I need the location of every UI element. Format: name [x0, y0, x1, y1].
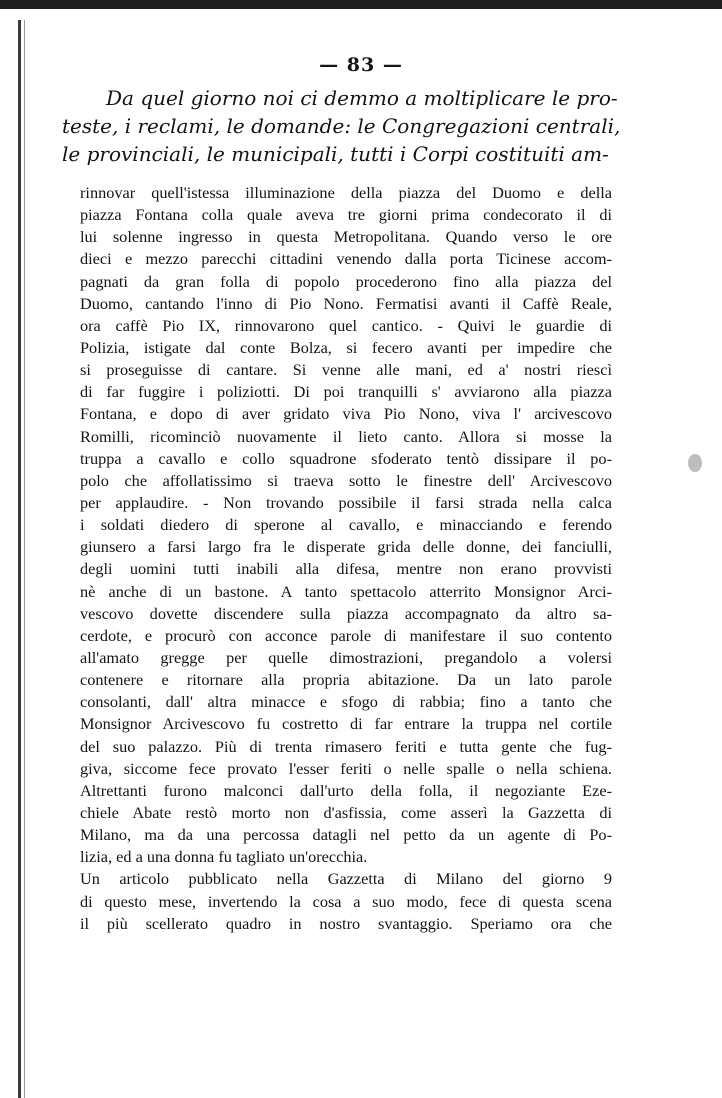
- text-line: il più scellerato quadro in nostro svantaggio. Speriamo ora che: [80, 913, 612, 933]
- italic-line: le provinciali, le municipali, tutti i Corpi costituiti am-: [62, 142, 609, 166]
- italic-line: teste, i reclami, le domande: le Congregazioni centrali,: [62, 114, 621, 138]
- text-line: i soldati diedero di sperone al cavallo, e minacciando e ferendo: [80, 515, 612, 535]
- ink-blot: [688, 454, 702, 472]
- text-line: Polizia, istigate dal conte Bolza, si fecero avanti per impedire che: [80, 337, 612, 357]
- text-line: lizia, ed a una donna fu tagliato un'orecchia.: [80, 847, 368, 867]
- text-line: del suo palazzo. Più di trenta rimasero feriti e tutta gente che fug-: [80, 736, 612, 756]
- text-line: di far fuggire i poliziotti. Di poi tranquilli s' avviarono alla piazza: [80, 382, 612, 402]
- body-text: [80, 182, 612, 935]
- italic-intro-paragraph: [62, 84, 621, 168]
- text-line: Romilli, ricominciò nuovamente il lieto canto. Allora si mosse la: [80, 426, 612, 446]
- text-line: pagnati da gran folla di popolo procederono fino alla piazza del: [80, 271, 612, 291]
- text-line: Duomo, cantando l'inno di Pio Nono. Fermatisi avanti il Caffè Reale,: [80, 293, 612, 313]
- text-line: all'amato gregge per quelle dimostrazioni, pregandolo a volersi: [80, 647, 612, 667]
- text-line: si proseguisse di cantare. Si venne alle mani, ed a' nostri riescì: [80, 360, 612, 380]
- text-line: giva, siccome fece provato l'esser feriti o nelle spalle o nella schiena.: [80, 758, 612, 778]
- text-line: ora caffè Pio IX, rinnovarono quel cantico. - Quivi le guardie di: [80, 315, 612, 335]
- text-line: polo che affollatissimo si traeva sotto le finestre dell' Arcivescovo: [80, 470, 612, 490]
- text-line: di questo mese, invertendo la cosa a suo modo, fece di questa scena: [80, 891, 612, 911]
- text-line: rinnovar quell'istessa illuminazione della piazza del Duomo e della: [80, 183, 612, 202]
- text-line: Milano, ma da una percossa datagli nel petto da un agente di Po-: [80, 825, 612, 845]
- text-line: lui solenne ingresso in questa Metropolitana. Quando verso le ore: [80, 227, 612, 247]
- text-line: contenere e ritornare alla propria abitazione. Da un lato parole: [80, 670, 612, 690]
- text-line: truppa a cavallo e collo squadrone sfoderato tentò dissipare il po-: [80, 448, 612, 468]
- text-line: dieci e mezzo parecchi cittadini venendo dalla porta Ticinese accom-: [80, 249, 612, 269]
- text-line: Monsignor Arcivescovo fu costretto di far entrare la truppa nel cortile: [80, 714, 612, 734]
- page-number: — 83 —: [319, 54, 403, 76]
- text-line: Fontana, e dopo di aver gridato viva Pio Nono, viva l' arcivescovo: [80, 404, 612, 424]
- text-line: Altrettanti furono malconci dall'urto della folla, il negoziante Eze-: [80, 780, 612, 800]
- text-line: per applaudire. - Non trovando possibile il farsi strada nella calca: [80, 492, 612, 512]
- binding-edge-shadow: [24, 20, 25, 1098]
- text-line: giunsero a farsi largo fra le disperate grida delle donne, dei fanciulli,: [80, 537, 612, 557]
- italic-line: Da quel giorno noi ci demmo a moltiplicare le pro-: [106, 86, 618, 110]
- text-line: consolanti, dall' altra minacce e sfogo di rabbia; fino a tanto che: [80, 692, 612, 712]
- text-line: nè anche di un bastone. A tanto spettacolo atterrito Monsignor Arci-: [80, 581, 612, 601]
- text-line: Un articolo pubblicato nella Gazzetta di Milano del giorno 9: [80, 869, 612, 889]
- text-line: chiele Abate restò morto non d'asfissia, come asserì la Gazzetta di: [80, 802, 612, 822]
- text-line: vescovo dovette discendere sulla piazza accompagnato da altro sa-: [80, 603, 612, 623]
- binding-edge: [18, 20, 21, 1098]
- page-top-edge: [0, 0, 722, 9]
- text-line: piazza Fontana colla quale aveva tre giorni prima condecorato il di: [80, 205, 612, 225]
- text-line: cerdote, e procurò con acconce parole di manifestare il suo contento: [80, 625, 612, 645]
- text-line: degli uomini tutti inabili alla difesa, mentre non erano provvisti: [80, 559, 612, 579]
